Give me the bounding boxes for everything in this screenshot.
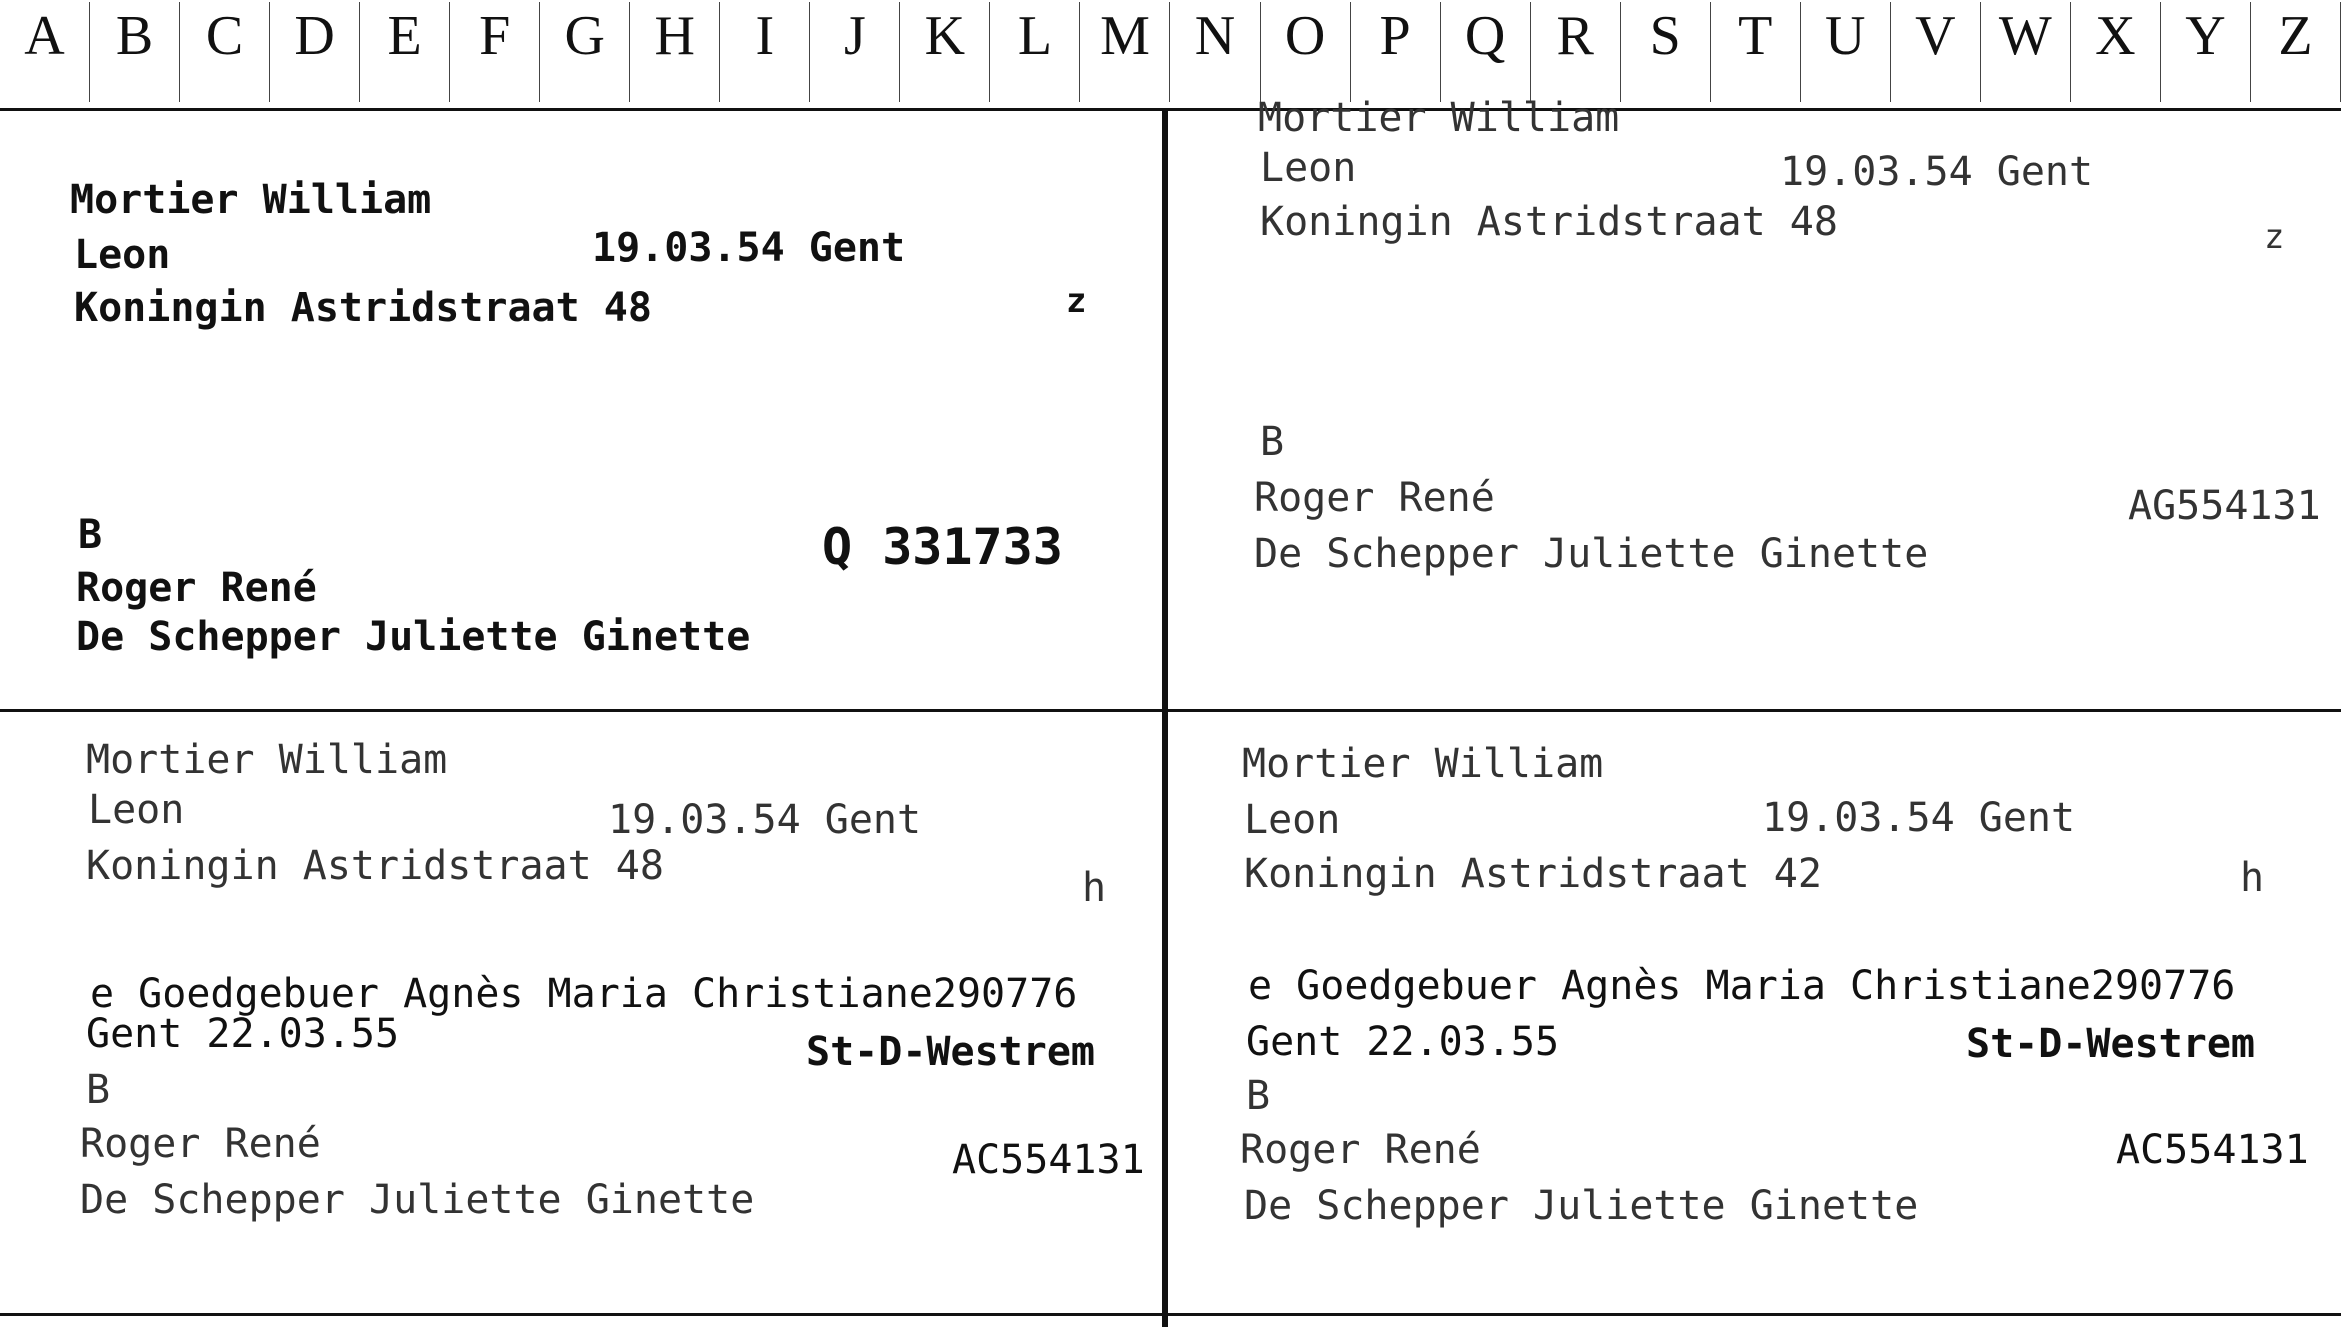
bottom-divider-left xyxy=(0,1313,1162,1316)
card-father: Roger René xyxy=(1254,475,1495,521)
card-first-name: Leon xyxy=(1260,145,1357,191)
card-code: z xyxy=(2264,217,2285,257)
alphabet-letter-o: O xyxy=(1261,2,1351,102)
card-code: h xyxy=(1082,865,1107,911)
alphabet-letter-a: A xyxy=(0,2,90,102)
alphabet-letter-i: I xyxy=(720,2,810,102)
alphabet-letter-c: C xyxy=(180,2,270,102)
alphabet-letter-n: N xyxy=(1171,2,1261,102)
card-marriage: Gent 22.03.55 xyxy=(1246,1019,1560,1065)
card-birth: 19.03.54 Gent xyxy=(1762,795,2076,841)
card-mother: De Schepper Juliette Ginette xyxy=(76,614,751,660)
card-spouse: e Goedgebuer Agnès Maria Christiane290776 xyxy=(1248,963,2236,1009)
alphabet-letter-w: W xyxy=(1981,2,2071,102)
card-bottom-right xyxy=(1168,712,2341,1312)
alphabet-letter-z: Z xyxy=(2251,2,2341,102)
card-name: Mortier William xyxy=(86,737,448,783)
alphabet-letter-h: H xyxy=(630,2,720,102)
card-birth: 19.03.54 Gent xyxy=(592,225,906,271)
card-top-left xyxy=(0,110,1162,708)
card-mother: De Schepper Juliette Ginette xyxy=(1254,531,1929,577)
card-first-name: Leon xyxy=(1244,797,1341,843)
card-code: z xyxy=(1066,281,1087,321)
bottom-divider-right xyxy=(1168,1313,2341,1316)
alphabet-letter-t: T xyxy=(1711,2,1801,102)
card-father: Roger René xyxy=(76,565,317,611)
card-father: Roger René xyxy=(1240,1127,1481,1173)
card-address: Koningin Astridstraat 48 xyxy=(86,843,664,889)
alphabet-letter-j: J xyxy=(810,2,900,102)
card-reference: AC554131 xyxy=(2116,1127,2309,1173)
card-bottom-left xyxy=(0,712,1162,1312)
alphabet-index-row xyxy=(0,0,2341,111)
card-reference: Q 331733 xyxy=(822,518,1063,576)
alphabet-letter-q: Q xyxy=(1441,2,1531,102)
card-reference: AG554131 xyxy=(2128,483,2321,529)
alphabet-letter-d: D xyxy=(270,2,360,102)
alphabet-letter-e: E xyxy=(360,2,450,102)
card-place: St-D-Westrem xyxy=(806,1029,1095,1075)
card-code: h xyxy=(2240,855,2265,901)
card-marriage: Gent 22.03.55 xyxy=(86,1011,400,1057)
card-mother: De Schepper Juliette Ginette xyxy=(80,1177,755,1223)
card-father: Roger René xyxy=(80,1121,321,1167)
card-birth: 19.03.54 Gent xyxy=(608,797,922,843)
card-first-name: Leon xyxy=(74,232,171,278)
card-letter: B xyxy=(1246,1073,1271,1119)
card-name: Mortier William xyxy=(1242,741,1604,787)
alphabet-letter-f: F xyxy=(450,2,540,102)
alphabet-letter-x: X xyxy=(2071,2,2161,102)
card-address: Koningin Astridstraat 48 xyxy=(74,285,652,331)
alphabet-letter-v: V xyxy=(1891,2,1981,102)
alphabet-letter-m: M xyxy=(1080,2,1170,102)
card-reference: AC554131 xyxy=(952,1137,1145,1183)
alphabet-letter-l: L xyxy=(990,2,1080,102)
card-name: Mortier William xyxy=(70,177,432,223)
card-address: Koningin Astridstraat 48 xyxy=(1260,199,1838,245)
alphabet-letter-g: G xyxy=(540,2,630,102)
card-first-name: Leon xyxy=(88,787,185,833)
alphabet-letter-u: U xyxy=(1801,2,1891,102)
alphabet-letter-y: Y xyxy=(2161,2,2251,102)
card-letter: B xyxy=(1260,419,1285,465)
card-mother: De Schepper Juliette Ginette xyxy=(1244,1183,1919,1229)
alphabet-letter-s: S xyxy=(1621,2,1711,102)
card-letter: B xyxy=(78,512,103,558)
card-birth: 19.03.54 Gent xyxy=(1780,149,2094,195)
card-name: Mortier William xyxy=(1258,95,1620,141)
card-place: St-D-Westrem xyxy=(1966,1021,2255,1067)
alphabet-letter-p: P xyxy=(1351,2,1441,102)
card-spouse: e Goedgebuer Agnès Maria Christiane290776 xyxy=(90,971,1078,1017)
card-letter: B xyxy=(86,1067,111,1113)
card-address: Koningin Astridstraat 42 xyxy=(1244,851,1822,897)
alphabet-letter-k: K xyxy=(900,2,990,102)
alphabet-letter-b: B xyxy=(90,2,180,102)
card-top-right xyxy=(1168,95,2341,708)
alphabet-letter-r: R xyxy=(1531,2,1621,102)
